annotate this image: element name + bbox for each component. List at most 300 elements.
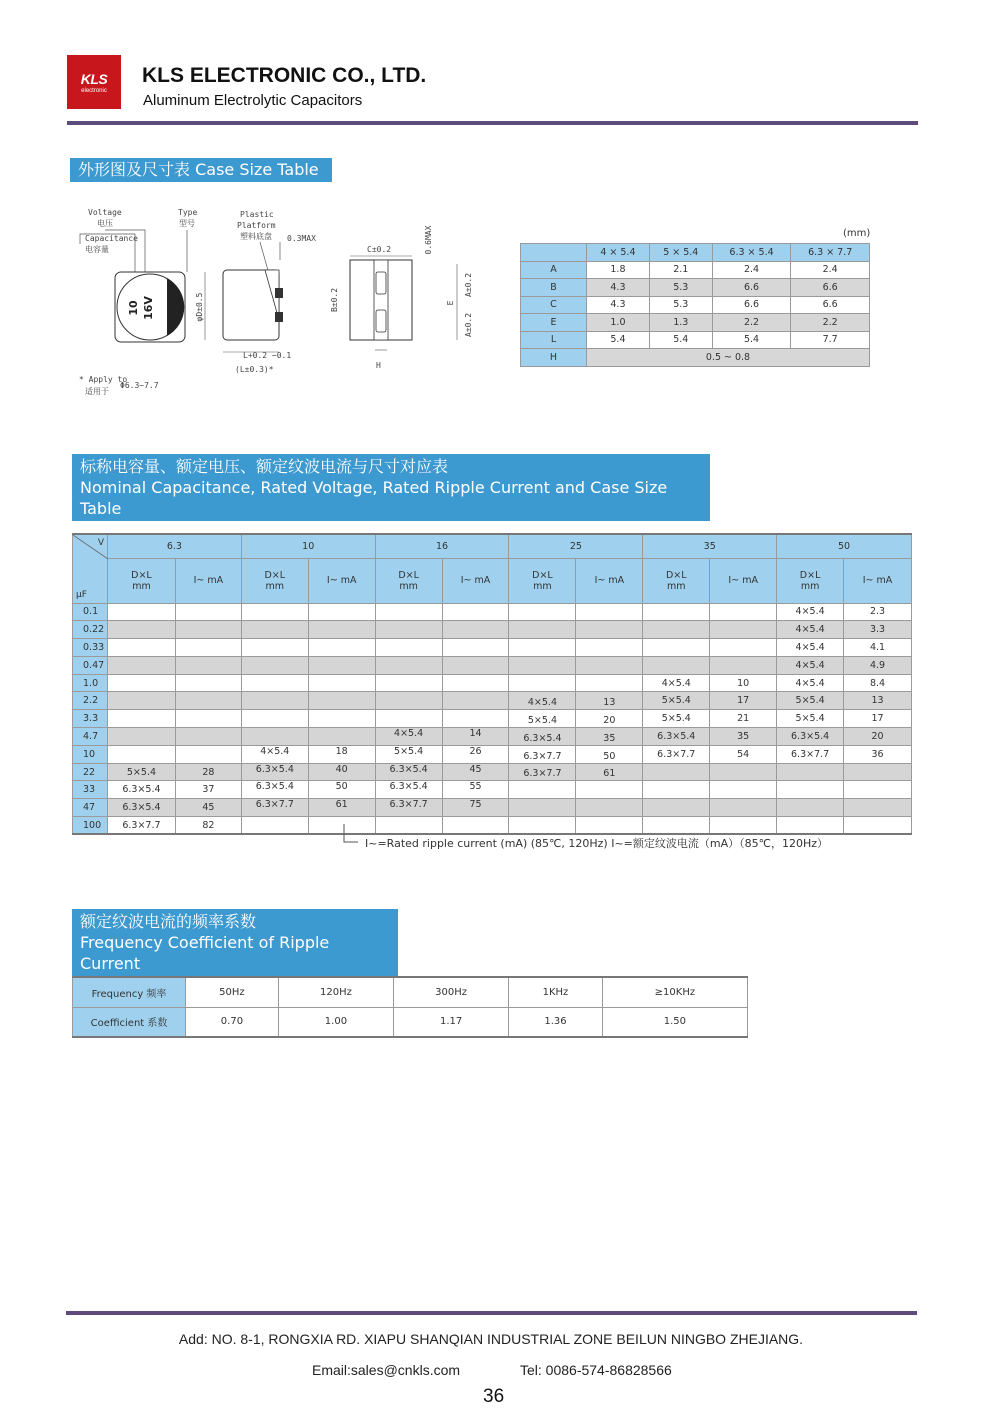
marking-type: V N xyxy=(157,297,170,319)
ripple-current-cell: 13 xyxy=(576,692,643,710)
capacitance-cell: 100 xyxy=(73,817,108,835)
ripple-current-cell xyxy=(308,603,375,621)
ripple-column-header: I~ mA xyxy=(576,558,643,603)
ripple-current-cell: 37 xyxy=(175,781,241,799)
voltage-label: Voltage xyxy=(88,208,122,217)
type-label-cn: 型号 xyxy=(179,219,195,228)
ripple-current-cell: 13 xyxy=(844,692,912,710)
case-row-label: B xyxy=(521,279,587,297)
dl-header-top: D×L xyxy=(665,569,687,581)
case-cell: 4.3 xyxy=(587,279,650,297)
case-size-cell xyxy=(777,799,844,817)
case-size-cell xyxy=(107,656,175,674)
case-size-cell: 4×5.4 xyxy=(777,674,844,692)
case-size-cell xyxy=(643,799,710,817)
case-row-label: A xyxy=(521,261,587,279)
case-size-cell: 5×5.4 xyxy=(777,692,844,710)
table-row xyxy=(73,745,912,763)
case-size-cell: 6.3×7.7 xyxy=(107,817,175,835)
case-size-cell xyxy=(241,817,308,835)
table-row xyxy=(73,656,912,674)
case-size-cell: 6.3×7.7 xyxy=(375,799,442,817)
b-dimension: B±0.2 xyxy=(330,287,339,313)
ripple-current-cell: 61 xyxy=(576,763,643,781)
case-size-cell: 6.3×5.4 xyxy=(241,781,308,799)
frequency-cell: ≥10KHz xyxy=(602,977,747,1007)
ripple-current-cell xyxy=(442,656,509,674)
ripple-column-header: I~ mA xyxy=(175,558,241,603)
case-cell: 5.4 xyxy=(649,331,712,349)
case-cell: 5.4 xyxy=(587,331,650,349)
ripple-current-cell: 45 xyxy=(175,799,241,817)
case-size-cell xyxy=(241,692,308,710)
dl-header-unit: mm xyxy=(800,580,820,592)
ripple-current-cell xyxy=(175,656,241,674)
type-label: Type xyxy=(178,208,198,217)
ripple-current-cell: 50 xyxy=(308,781,375,799)
ripple-current-cell: 35 xyxy=(710,728,777,746)
coefficient-cell: 1.00 xyxy=(278,1007,393,1037)
case-cell: 5.4 xyxy=(712,331,791,349)
plastic-label: Plastic xyxy=(240,210,274,219)
sub-header-row xyxy=(73,558,912,603)
ripple-current-cell xyxy=(308,692,375,710)
case-size-cell xyxy=(509,656,576,674)
ripple-current-cell: 28 xyxy=(175,763,241,781)
table-row xyxy=(73,763,912,781)
case-size-cell: 6.3×5.4 xyxy=(107,799,175,817)
dl-header-top: D×L xyxy=(264,569,286,581)
case-size-cell: 6.3×7.7 xyxy=(643,745,710,763)
dl-header-top: D×L xyxy=(398,569,419,581)
ripple-current-cell xyxy=(576,799,643,817)
table-row xyxy=(73,728,912,746)
capacitance-cell: 22 xyxy=(73,763,108,781)
case-size-cell xyxy=(643,639,710,657)
frequency-cell: 300Hz xyxy=(394,977,509,1007)
ripple-current-cell: 18 xyxy=(308,745,375,763)
case-size-cell: 4×5.4 xyxy=(777,621,844,639)
case-size-cell xyxy=(375,656,442,674)
case-size-cell xyxy=(643,817,710,835)
case-size-cell xyxy=(241,621,308,639)
table-row xyxy=(73,603,912,621)
ripple-current-cell: 3.3 xyxy=(844,621,912,639)
case-size-cell: 4×5.4 xyxy=(241,745,308,763)
corner-capacitance-label: μF xyxy=(76,589,87,600)
case-size-cell xyxy=(375,710,442,728)
case-size-cell xyxy=(643,781,710,799)
case-size-cell xyxy=(643,621,710,639)
logo-subtext: electronic xyxy=(81,88,107,94)
table-row xyxy=(73,621,912,639)
ripple-current-cell xyxy=(308,674,375,692)
rating-table-title xyxy=(72,454,710,521)
dl-header-top: D×L xyxy=(532,569,553,581)
ripple-current-cell xyxy=(844,799,912,817)
ripple-current-cell: 20 xyxy=(576,710,643,728)
company-name: KLS ELECTRONIC CO., LTD. xyxy=(142,64,427,87)
table-row xyxy=(521,349,870,367)
capacitance-cell: 47 xyxy=(73,799,108,817)
case-table-header xyxy=(521,244,870,262)
case-cell: 1.3 xyxy=(649,314,712,332)
ripple-current-cell: 4.9 xyxy=(844,656,912,674)
case-size-cell: 6.3×5.4 xyxy=(643,728,710,746)
ripple-current-cell xyxy=(442,674,509,692)
ripple-current-cell: 10 xyxy=(710,674,777,692)
dl-header-unit: mm xyxy=(265,580,285,592)
ripple-current-cell xyxy=(576,656,643,674)
case-cell: 6.6 xyxy=(791,279,870,297)
coefficient-row-label: Coefficient 系数 xyxy=(73,1007,186,1037)
capacitance-label: Capacitance xyxy=(85,234,138,243)
table-row xyxy=(521,296,870,314)
case-size-cell xyxy=(509,817,576,835)
case-cell: 5.3 xyxy=(649,279,712,297)
diameter-dimension: φD±0.5 xyxy=(195,292,204,322)
case-cell: 5.3 xyxy=(649,296,712,314)
case-size-cell xyxy=(509,781,576,799)
ripple-current-cell xyxy=(175,603,241,621)
ripple-current-cell xyxy=(175,621,241,639)
dl-column-header xyxy=(375,558,442,603)
case-size-cell xyxy=(107,710,175,728)
company-logo xyxy=(67,55,121,109)
ripple-current-cell xyxy=(844,817,912,835)
ripple-current-cell xyxy=(442,621,509,639)
ripple-current-cell: 17 xyxy=(710,692,777,710)
case-size-cell: 6.3×5.4 xyxy=(241,763,308,781)
case-size-cell xyxy=(509,639,576,657)
length-tolerance-dimension: (L±0.3)* xyxy=(235,365,274,374)
ripple-current-cell xyxy=(844,781,912,799)
case-size-cell: 5×5.4 xyxy=(509,710,576,728)
ripple-current-cell xyxy=(308,710,375,728)
ripple-current-cell xyxy=(576,639,643,657)
case-row-label: H xyxy=(521,349,587,367)
case-size-cell: 6.3×5.4 xyxy=(375,763,442,781)
ripple-current-cell xyxy=(442,692,509,710)
ripple-current-cell xyxy=(710,639,777,657)
coefficient-cell: 1.17 xyxy=(394,1007,509,1037)
table-row xyxy=(521,314,870,332)
dl-header-unit: mm xyxy=(533,580,552,592)
dl-column-header xyxy=(777,558,844,603)
case-size-cell: 6.3×7.7 xyxy=(509,745,576,763)
footer-address: Add: NO. 8-1, RONGXIA RD. XIAPU SHANQIAN INDUSTRIAL ZONE BEILUN NINGBO ZHEJIANG. xyxy=(178,1331,804,1347)
ripple-current-cell xyxy=(710,603,777,621)
voltage-header: 35 xyxy=(643,534,777,558)
case-size-cell: 6.3×7.7 xyxy=(777,745,844,763)
case-size-cell xyxy=(241,656,308,674)
rating-title-cn: 标称电容量、额定电压、额定纹波电流与尺寸对应表 xyxy=(80,457,449,476)
voltage-header-row xyxy=(73,534,912,558)
ripple-current-cell: 8.4 xyxy=(844,674,912,692)
frequency-coefficient-table xyxy=(72,976,748,1038)
dl-header-top: D×L xyxy=(131,569,152,581)
capacitance-cell: 33 xyxy=(73,781,108,799)
dl-header-unit: mm xyxy=(132,580,151,592)
coefficient-cell: 1.36 xyxy=(509,1007,603,1037)
voltage-header: 50 xyxy=(777,534,912,558)
ripple-current-cell xyxy=(576,674,643,692)
case-size-cell xyxy=(241,639,308,657)
case-col-header: 4 × 5.4 xyxy=(587,244,650,262)
ripple-current-cell: 45 xyxy=(442,763,509,781)
marking-capacitance: 10 xyxy=(127,300,140,316)
header-divider xyxy=(67,121,918,125)
case-row-label: E xyxy=(521,314,587,332)
table-row xyxy=(73,674,912,692)
max-03-label: 0.3MAX xyxy=(287,234,316,243)
case-cell: 0.5 ~ 0.8 xyxy=(587,349,870,367)
ripple-current-cell xyxy=(442,603,509,621)
footer-email: Email:sales@cnkls.com xyxy=(312,1362,461,1378)
ripple-current-cell: 40 xyxy=(308,763,375,781)
rating-title-en: Nominal Capacitance, Rated Voltage, Rated Ripple Current and Case Size Table xyxy=(80,478,668,518)
page-number: 36 xyxy=(483,1386,505,1407)
capacitance-cell: 0.47 xyxy=(73,656,108,674)
voltage-header: 25 xyxy=(509,534,643,558)
platform-label-cn: 塑料底盘 xyxy=(240,232,272,241)
capacitance-cell: 3.3 xyxy=(73,710,108,728)
case-row-label: C xyxy=(521,296,587,314)
dl-column-header xyxy=(643,558,710,603)
case-size-title: 外形图及尺寸表 Case Size Table xyxy=(70,158,332,182)
capacitance-cell: 1.0 xyxy=(73,674,108,692)
case-size-cell: 6.3×5.4 xyxy=(509,728,576,746)
case-size-cell xyxy=(777,781,844,799)
table-row xyxy=(73,817,912,835)
ripple-current-cell xyxy=(576,817,643,835)
rating-table-body xyxy=(73,603,912,834)
case-size-cell xyxy=(509,799,576,817)
logo-text: KLS xyxy=(80,71,108,87)
case-col-header: 6.3 × 5.4 xyxy=(712,244,791,262)
dl-header-unit: mm xyxy=(667,580,686,592)
case-size-cell xyxy=(107,692,175,710)
table-row xyxy=(521,279,870,297)
length-dimension: L+0.2 −0.1 xyxy=(243,351,292,360)
case-outline-diagram xyxy=(75,200,505,405)
voltage-header: 6.3 xyxy=(107,534,241,558)
ripple-column-header: I~ mA xyxy=(844,558,912,603)
frequency-title-en: Frequency Coefficient of Ripple Current xyxy=(80,933,330,973)
case-size-cell: 6.3×7.7 xyxy=(509,763,576,781)
case-cell: 4.3 xyxy=(587,296,650,314)
a-dimension-top: A±0.2 xyxy=(464,272,473,298)
case-cell: 1.0 xyxy=(587,314,650,332)
coefficient-cell: 0.70 xyxy=(186,1007,279,1037)
capacitance-cell: 4.7 xyxy=(73,728,108,746)
case-size-cell: 4×5.4 xyxy=(777,656,844,674)
ripple-current-cell xyxy=(175,639,241,657)
ripple-current-cell xyxy=(844,763,912,781)
ripple-current-cell: 82 xyxy=(175,817,241,835)
ripple-current-cell xyxy=(442,817,509,835)
ripple-current-cell: 75 xyxy=(442,799,509,817)
case-row-label: L xyxy=(521,331,587,349)
case-corner-cell xyxy=(521,244,587,262)
case-size-cell: 6.3×5.4 xyxy=(107,781,175,799)
case-cell: 2.1 xyxy=(649,261,712,279)
table-row xyxy=(73,692,912,710)
ripple-current-cell: 2.3 xyxy=(844,603,912,621)
frequency-cell: 50Hz xyxy=(186,977,279,1007)
dl-header-top: D×L xyxy=(799,569,821,581)
ripple-current-cell: 17 xyxy=(844,710,912,728)
case-size-cell xyxy=(509,603,576,621)
case-cell: 2.2 xyxy=(791,314,870,332)
case-size-cell xyxy=(375,603,442,621)
table-row xyxy=(521,261,870,279)
case-cell: 2.4 xyxy=(791,261,870,279)
corner-voltage-label: V xyxy=(97,538,104,548)
rating-table xyxy=(72,533,912,835)
ripple-current-cell: 54 xyxy=(710,745,777,763)
ripple-current-cell: 26 xyxy=(442,745,509,763)
ripple-current-cell: 55 xyxy=(442,781,509,799)
case-size-cell xyxy=(643,763,710,781)
frequency-cell: 120Hz xyxy=(278,977,393,1007)
case-size-cell xyxy=(375,621,442,639)
case-size-cell xyxy=(241,603,308,621)
case-size-cell xyxy=(375,692,442,710)
case-size-cell xyxy=(241,710,308,728)
voltage-label-cn: 电压 xyxy=(97,219,113,228)
ripple-current-cell xyxy=(442,639,509,657)
case-size-cell: 4×5.4 xyxy=(643,674,710,692)
a-dimension-bottom: A±0.2 xyxy=(464,312,473,338)
case-size-cell xyxy=(107,728,175,746)
capacitance-cell: 0.1 xyxy=(73,603,108,621)
table-row xyxy=(521,331,870,349)
case-size-cell xyxy=(777,817,844,835)
ripple-current-cell xyxy=(175,728,241,746)
capacitance-cell: 0.22 xyxy=(73,621,108,639)
ripple-current-cell: 14 xyxy=(442,728,509,746)
max-06-label: 0.6MAX xyxy=(424,225,433,255)
ripple-current-cell xyxy=(308,728,375,746)
h-dimension: H xyxy=(376,361,381,370)
capacitance-cell: 10 xyxy=(73,745,108,763)
corner-cell xyxy=(73,534,108,603)
footer-divider xyxy=(66,1311,917,1315)
case-size-cell: 5×5.4 xyxy=(375,745,442,763)
case-size-cell xyxy=(643,603,710,621)
table-row xyxy=(73,710,912,728)
ripple-current-cell xyxy=(710,621,777,639)
case-cell: 1.8 xyxy=(587,261,650,279)
case-cell: 7.7 xyxy=(791,331,870,349)
ripple-current-cell xyxy=(175,710,241,728)
frequency-cell: 1KHz xyxy=(509,977,603,1007)
case-size-cell: 6.3×5.4 xyxy=(375,781,442,799)
footer-tel: Tel: 0086-574-86828566 xyxy=(520,1362,672,1378)
ripple-current-cell xyxy=(576,603,643,621)
marking-voltage: 16V xyxy=(142,296,155,320)
dl-column-header xyxy=(107,558,175,603)
case-size-cell: 4×5.4 xyxy=(509,692,576,710)
case-size-cell xyxy=(107,745,175,763)
ripple-column-header: I~ mA xyxy=(308,558,375,603)
ripple-current-cell: 21 xyxy=(710,710,777,728)
table-row xyxy=(73,1007,748,1037)
case-size-cell: 4×5.4 xyxy=(375,728,442,746)
apply-note: * Apply to xyxy=(79,375,128,384)
ripple-current-cell xyxy=(576,621,643,639)
ripple-current-cell xyxy=(442,710,509,728)
case-unit-label: (mm) xyxy=(843,228,871,239)
ripple-current-cell: 35 xyxy=(576,728,643,746)
case-size-cell: 5×5.4 xyxy=(643,710,710,728)
table-row xyxy=(73,977,748,1007)
ripple-current-cell: 20 xyxy=(844,728,912,746)
case-size-cell xyxy=(375,639,442,657)
coefficient-cell: 1.50 xyxy=(602,1007,747,1037)
ripple-current-cell xyxy=(308,621,375,639)
case-cell: 2.4 xyxy=(712,261,791,279)
ripple-current-cell xyxy=(710,656,777,674)
case-size-cell: 6.3×5.4 xyxy=(777,728,844,746)
ripple-current-note: I~=Rated ripple current (mA) (85℃, 120Hz) I~=额定纹波电流（mA）（85℃，120Hz） xyxy=(365,837,829,850)
case-size-cell: 5×5.4 xyxy=(777,710,844,728)
case-size-cell xyxy=(107,639,175,657)
case-cell: 6.6 xyxy=(791,296,870,314)
apply-note-cn: 适用于 xyxy=(85,387,109,396)
ripple-current-cell xyxy=(710,781,777,799)
apply-value: Φ6.3~7.7 xyxy=(120,381,159,390)
case-size-cell: 5×5.4 xyxy=(643,692,710,710)
frequency-title xyxy=(72,909,398,976)
ripple-current-cell xyxy=(175,692,241,710)
ripple-column-header: I~ mA xyxy=(710,558,777,603)
case-size-cell: 6.3×7.7 xyxy=(241,799,308,817)
case-size-cell: 5×5.4 xyxy=(107,763,175,781)
table-row xyxy=(73,799,912,817)
e-dimension: E xyxy=(446,300,455,306)
ripple-current-cell: 50 xyxy=(576,745,643,763)
case-size-table xyxy=(520,243,870,367)
case-size-cell xyxy=(107,603,175,621)
ripple-current-cell xyxy=(710,799,777,817)
ripple-current-cell: 4.1 xyxy=(844,639,912,657)
ripple-current-cell xyxy=(710,817,777,835)
ripple-column-header: I~ mA xyxy=(442,558,509,603)
case-size-cell xyxy=(241,674,308,692)
dl-header-unit: mm xyxy=(399,580,418,592)
case-size-cell xyxy=(107,621,175,639)
case-size-cell xyxy=(375,817,442,835)
case-cell: 6.6 xyxy=(712,296,791,314)
ripple-current-cell xyxy=(308,656,375,674)
ripple-current-cell xyxy=(576,781,643,799)
frequency-title-cn: 额定纹波电流的频率系数 xyxy=(80,912,257,931)
table-row xyxy=(73,781,912,799)
case-size-cell xyxy=(509,674,576,692)
capacitance-cell: 0.33 xyxy=(73,639,108,657)
ripple-current-cell xyxy=(710,763,777,781)
case-size-cell xyxy=(241,728,308,746)
dl-column-header xyxy=(241,558,308,603)
document-subtitle: Aluminum Electrolytic Capacitors xyxy=(143,92,363,109)
ripple-current-cell: 36 xyxy=(844,745,912,763)
dl-column-header xyxy=(509,558,576,603)
case-size-cell xyxy=(509,621,576,639)
case-col-header: 5 × 5.4 xyxy=(649,244,712,262)
table-row xyxy=(73,639,912,657)
